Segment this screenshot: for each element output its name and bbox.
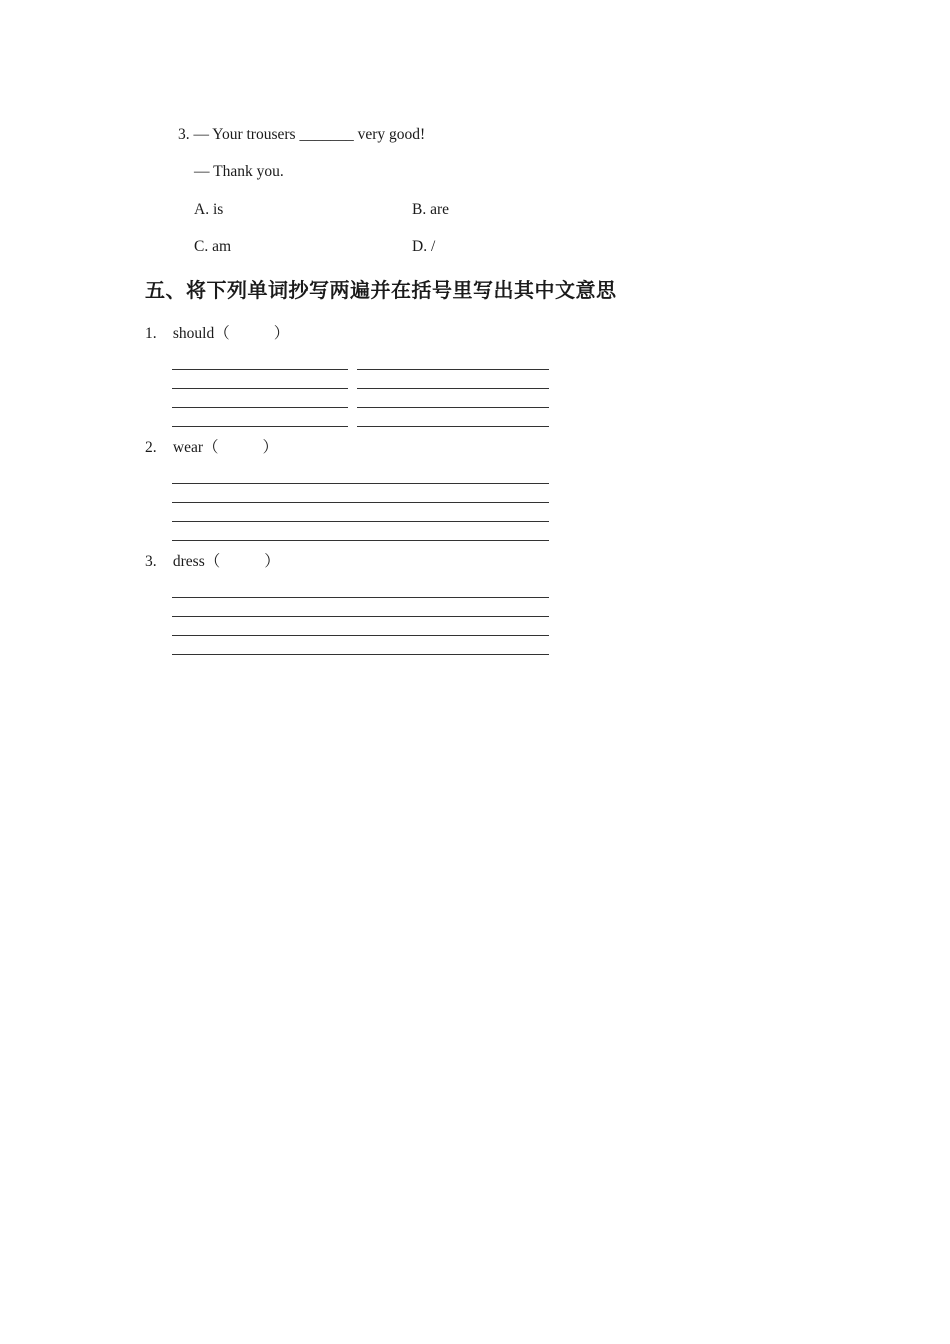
item-number: 2. [145, 439, 157, 456]
option-b [412, 201, 449, 219]
question-prompt-start: — Your trousers [193, 126, 296, 143]
paren-open: （ [204, 553, 221, 570]
writing-line[interactable] [357, 388, 549, 389]
option-label: A. [194, 201, 210, 218]
writing-line[interactable] [172, 635, 549, 636]
option-label: D. [412, 238, 428, 255]
option-label: B. [412, 201, 427, 218]
writing-line[interactable] [172, 369, 348, 370]
option-d [412, 238, 435, 256]
writing-line[interactable] [172, 616, 549, 617]
word-item-1 [145, 325, 289, 343]
item-word: should [172, 325, 215, 342]
section-5-title: 五、将下列单词抄写两遍并在括号里写出其中文意思 [145, 278, 617, 302]
question-number: 3. [178, 126, 190, 143]
option-text: / [430, 238, 436, 255]
writing-line[interactable] [172, 426, 348, 427]
writing-line[interactable] [172, 407, 348, 408]
item-word: dress [172, 553, 205, 570]
option-text: are [430, 201, 450, 218]
writing-line[interactable] [172, 540, 549, 541]
paren-close: ） [264, 553, 280, 570]
writing-line[interactable] [357, 369, 549, 370]
writing-line[interactable] [172, 388, 348, 389]
writing-line[interactable] [172, 502, 549, 503]
answer-blank: _______ [299, 126, 354, 143]
word-item-3 [145, 553, 280, 571]
word-item-2 [145, 439, 278, 457]
option-text: is [212, 201, 224, 218]
option-a [194, 201, 223, 219]
question-3-reply: — Thank you. [194, 163, 284, 180]
item-number: 3. [145, 553, 157, 570]
paren-close: ） [273, 325, 290, 342]
paren-open: （ [203, 439, 219, 456]
paren-open: （ [214, 325, 230, 342]
option-text: am [212, 238, 232, 255]
writing-line[interactable] [357, 407, 549, 408]
writing-line[interactable] [172, 654, 549, 655]
option-label: C. [194, 238, 209, 255]
paren-close: ） [262, 439, 279, 456]
option-c [194, 238, 231, 256]
question-prompt-end: very good! [357, 126, 426, 143]
writing-line[interactable] [357, 426, 549, 427]
question-3-line [178, 126, 425, 144]
writing-line[interactable] [172, 483, 549, 484]
writing-line[interactable] [172, 597, 549, 598]
item-word: wear [172, 439, 203, 456]
item-number: 1. [145, 325, 157, 342]
writing-line[interactable] [172, 521, 549, 522]
